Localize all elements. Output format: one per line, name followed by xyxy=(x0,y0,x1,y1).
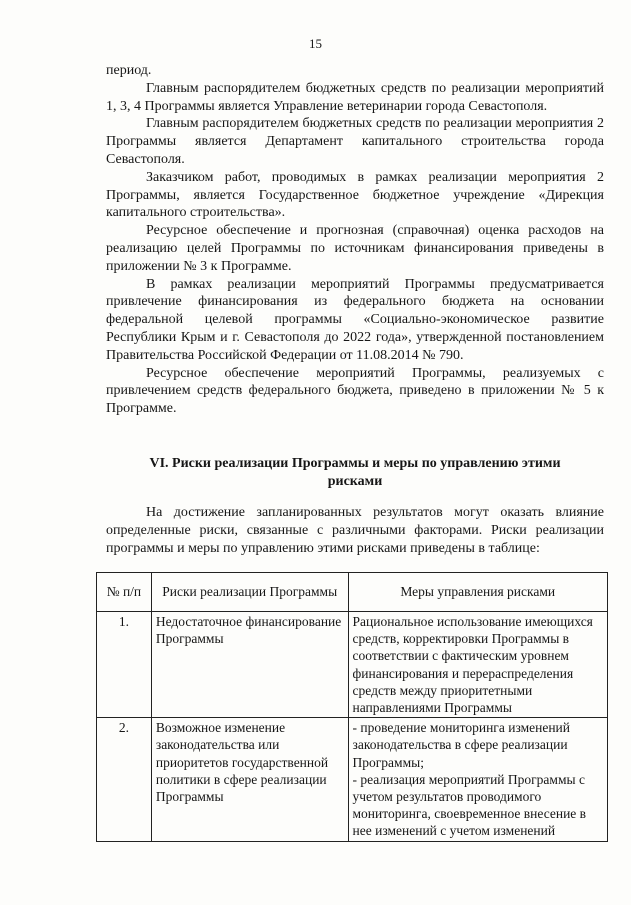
paragraph: Заказчиком работ, проводимых в рамках реализации мероприятия 2 Программы, является Государственное бюджетное учреждение «Дирекция капитального строительства». xyxy=(106,169,604,221)
section-heading-line: рисками xyxy=(327,473,383,489)
header-measures: Меры управления рисками xyxy=(348,573,607,612)
row-num: 1. xyxy=(97,612,152,718)
row-risk: Возможное изменение законодательства или приоритетов государственной политики в сфере реализации Программы xyxy=(151,718,348,841)
section-heading-line: VI. Риски реализации Программы и меры по управлению этими xyxy=(149,456,561,471)
paragraph: Главным распорядителем бюджетных средств по реализации мероприятия 2 Программы является Департамент капитального строительства города Севастополя. xyxy=(106,116,604,167)
paragraph: период. xyxy=(106,63,152,78)
risks-table xyxy=(96,572,608,842)
row-measures: Рациональное использование имеющихся средств, корректировки Программы в соответствии с фактическим уровнем финансирования и перераспределения средств между приоритетными направлениями Программы xyxy=(348,612,607,718)
paragraph: Ресурсное обеспечение и прогнозная (справочная) оценка расходов на реализацию целей Программы по источникам финансирования приведены в приложении № 3 к Программе. xyxy=(106,223,604,274)
row-measures xyxy=(348,718,607,841)
table-header-row xyxy=(97,573,608,612)
table-row xyxy=(97,718,608,841)
intro-paragraph: На достижение запланированных результатов могут оказать влияние определенные риски, связанные с различными факторами. Риски реализации программы и меры по управлению этими рисками приведены в таблице: xyxy=(106,505,604,556)
row-risk: Недостаточное финансирование Программы xyxy=(151,612,348,718)
header-risk: Риски реализации Программы xyxy=(151,573,348,612)
body-text xyxy=(106,62,604,418)
paragraph: Главным распорядителем бюджетных средств по реализации мероприятий 1, 3, 4 Программы является Управление ветеринарии города Севастополя. xyxy=(106,80,604,114)
section-heading xyxy=(106,455,604,491)
measure-item: - проведение мониторинга изменений законодательства в сфере реализации Программы; xyxy=(352,720,571,770)
paragraph: Ресурсное обеспечение мероприятий Программы, реализуемых с привлечением средств федерального бюджета, приведено в приложении № 5 к Программе. xyxy=(106,365,604,417)
measure-item: - реализация мероприятий Программы с учетом результатов проводимого мониторинга, своевременное внесение в нее изменений с учетом изменений xyxy=(352,771,587,839)
page-number: 15 xyxy=(309,36,322,51)
paragraph: В рамках реализации мероприятий Программы предусматривается привлечение финансирования из федерального бюджета на основании федеральной целевой программы «Социально-экономическое развитие Республики Крым и г. Севастополя до 2022 года», утвержденной постановлением Правительства Российской Федерации от 11.08.2014 № 790. xyxy=(106,276,604,363)
row-num: 2. xyxy=(97,718,152,841)
table-row xyxy=(97,612,608,718)
header-num: № п/п xyxy=(97,573,152,612)
intro-text xyxy=(106,504,604,557)
